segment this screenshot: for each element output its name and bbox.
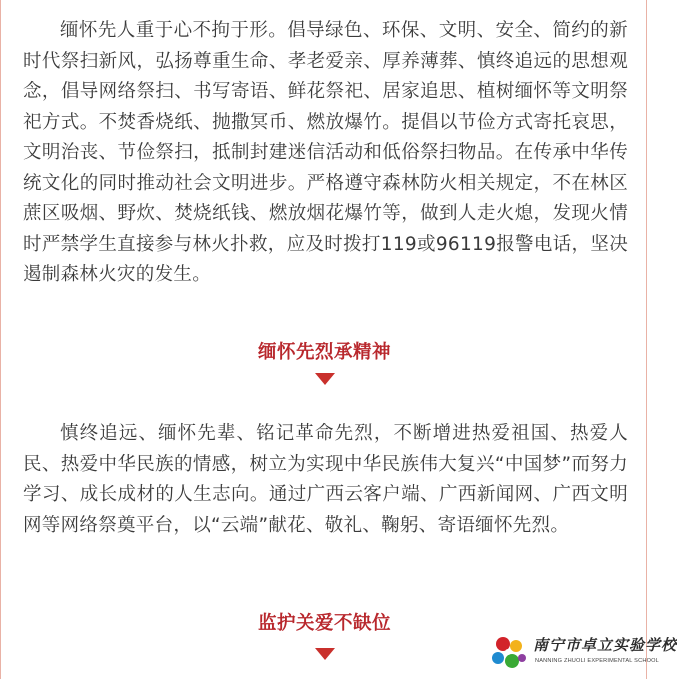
section-heading-1: 缅怀先烈承精神 [257,342,391,363]
school-watermark [489,632,677,674]
down-triangle-icon [315,373,335,385]
article-paragraph-1: 缅怀先人重于心不拘于形。倡导绿色、环保、文明、安全、简约的新时代祭扫新风，弘扬尊重生命、孝老爱亲、厚养薄葬、慎终追远的思想观念，倡导网络祭扫、书写寄语、鲜花祭祀、居家追思、植树缅怀等文明祭祀方式。不焚香烧纸、抛撒冥币、燃放爆竹。提倡以节俭方式寄托哀思，文明治丧、节俭祭扫，抵制封建迷信活动和低俗祭扫物品。在传承中华传统文化的同时推动社会文明进步。严格遵守森林防火相关规定，不在林区蔗区吸烟、野炊、焚烧纸钱、燃放烟花爆竹等，做到人走火熄，发现火情时严禁学生直接参与林火扑救，应及时拨打119或96119报警电话，坚决遏制森林火灾的发生。 [23,20,628,285]
article-paragraph-2: 慎终追远、缅怀先辈、铭记革命先烈，不断增进热爱祖国、热爱人民、热爱中华民族的情感，树立为实现中华民族伟大复兴“中国梦”而努力学习、成长成材的人生志向。通过广西云客户端、广西新闻网、广西文明网等网络祭奠平台，以“云端”献花、敬礼、鞠躬、寄语缅怀先烈。 [23,423,628,536]
down-triangle-icon [315,648,335,660]
school-name-en: NANNING ZHUOLI EXPERIMENTAL SCHOOL [535,658,659,664]
section-heading-2: 监护关爱不缺位 [257,613,391,634]
school-logo-icon [489,634,529,674]
school-name: 南宁市卓立实验学校 [533,636,677,654]
